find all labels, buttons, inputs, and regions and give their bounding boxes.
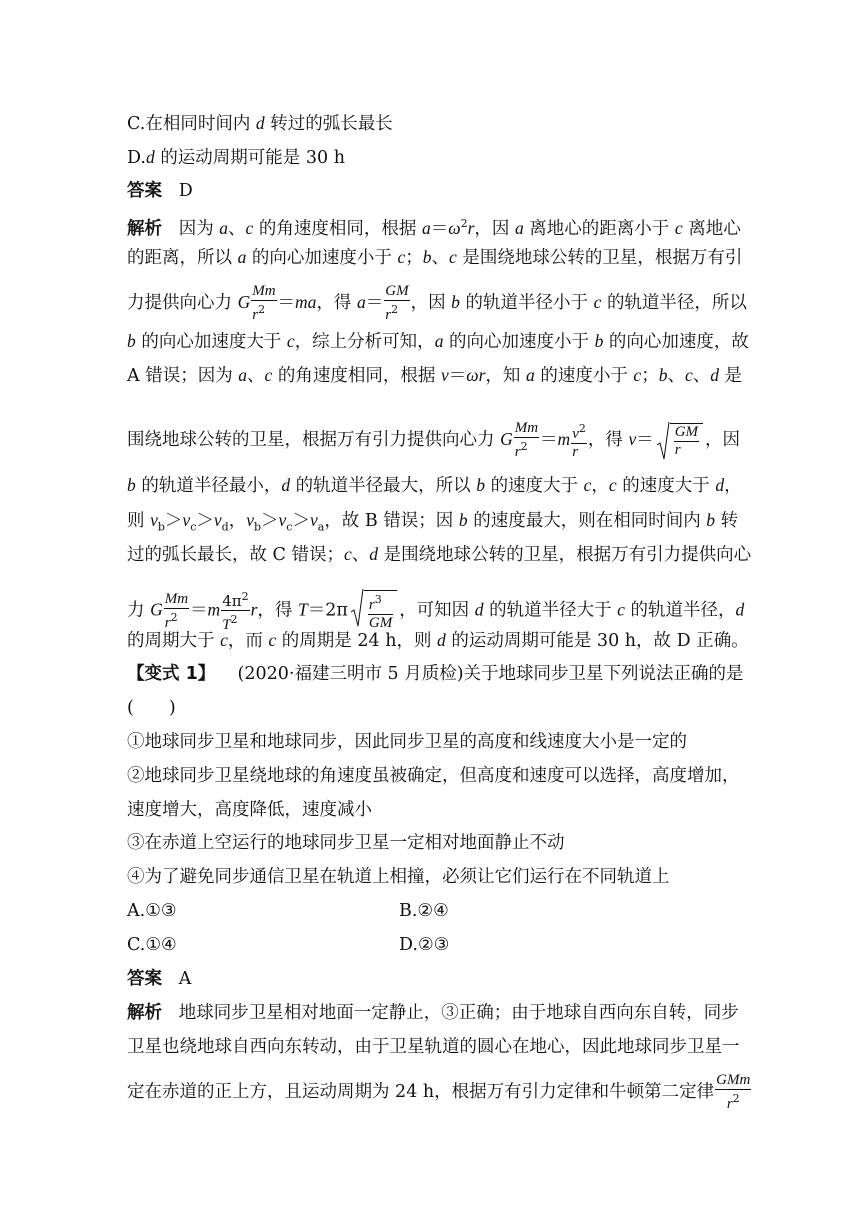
analysis-line-8: 则 $v_b>v_c>v_d$，$v_b>v_c>v_a$，故 B 错误；因 b 的速度最大，则在相同时间内 b 转	[127, 510, 739, 534]
answer-2: 答案 A	[127, 969, 192, 989]
analysis-line-4: b 的向心加速度大于 c，综上分析可知，a 的向心加速度小于 b 的向心加速度，故	[127, 331, 749, 352]
analysis-line-9: 过的弧长最长，故 C 错误；c、d 是围绕地球公转的卫星，根据万有引力提供向心	[127, 544, 752, 565]
analysis-line-1: 解析 因为 a、c 的角速度相同，根据 $a=\omega^2r$，因 a 离地心的距离小于 c 离地心	[127, 217, 741, 239]
option-d2: D.②③	[399, 935, 450, 955]
option-c2: C.①④	[127, 935, 177, 955]
analysis-line-11: 的周期大于 c，而 c 的周期是 24 h，则 d 的运动周期可能是 30 h，故 D 正确。	[127, 630, 749, 651]
analysis2-line-3: 定在赤道的正上方，且运动周期为 24 h，根据万有引力定律和牛顿第二定律 $\frac{\text{GMm}}{r^2}$	[127, 1072, 751, 1112]
option-a: A.①③	[127, 901, 177, 921]
analysis-line-6: 围绕地球公转的卫星，根据万有引力提供向心力 G $\frac{Mm}{r^2}$ ＝m $\frac{v^2}{r}$ ，得 v＝ $\frac{GM}{r}$ ，因	[127, 420, 741, 460]
analysis-line-7: b 的轨道半径最小，d 的轨道半径最大，所以 b 的速度大于 c，c 的速度大于 d，	[127, 475, 742, 496]
analysis-line-5: A 错误；因为 a、c 的角速度相同，根据 v＝ωr，知 a 的速度小于 c；b、c、d 是	[127, 365, 743, 386]
variant-1-heading: 【变式 1】 (2020·福建三明市 5 月质检)关于地球同步卫星下列说法正确的是	[127, 664, 744, 684]
statement-2: ②地球同步卫星绕地球的角速度虽被确定，但高度和速度可以选择，高度增加，	[127, 766, 740, 786]
statement-1: ①地球同步卫星和地球同步，因此同步卫星的高度和线速度大小是一定的	[127, 732, 687, 752]
options-row-1	[127, 900, 737, 922]
options-row-2	[127, 934, 737, 956]
analysis-line-3: 力提供向心力 G $\frac{Mm}{r^2}$ ＝ma，得 a＝ $\frac{GM}{r^2}$ ，因 b 的轨道半径小于 c 的轨道半径，所以	[127, 283, 747, 323]
analysis-line-10: 力 G $\frac{Mm}{r^2}$ ＝m $\frac{4\pi^2}{T^2}$ r，得 T＝2π $\frac{r^3}{GM}$ ，可知因 d 的轨道半径大于 c 的轨道半径，d	[127, 590, 745, 633]
statement-3: ③在赤道上空运行的地球同步卫星一定相对地面静止不动	[127, 833, 565, 853]
option-d: D.d 的运动周期可能是 30 h	[127, 147, 345, 168]
analysis2-line-1: 解析 地球同步卫星相对地面一定静止，③正确；由于地球自西向东自转，同步	[127, 1003, 739, 1023]
statement-4: ④为了避免同步通信卫星在轨道上相撞，必须让它们运行在不同轨道上	[127, 867, 670, 887]
option-b: B.②④	[399, 901, 449, 921]
answer-1: 答案 D	[127, 181, 193, 201]
analysis2-line-2: 卫星也绕地球自西向东转动，由于卫星轨道的圆心在地心，因此地球同步卫星一	[127, 1037, 740, 1057]
analysis-line-2: 的距离，所以 a 的向心加速度小于 c；b、c 是围绕地球公转的卫星，根据万有引	[127, 247, 743, 268]
option-c: C.在相同时间内 d 转过的弧长最长	[127, 113, 393, 134]
statement-2-cont: 速度增大，高度降低，速度减小	[127, 800, 372, 820]
variant-1-paren: ( )	[127, 698, 176, 718]
